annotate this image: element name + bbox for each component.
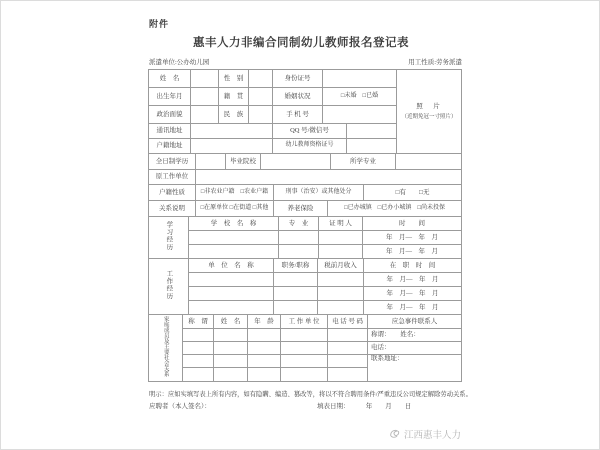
ethnic-label: 民 族	[219, 106, 249, 124]
logo-icon	[389, 428, 401, 440]
family-employer-cell	[281, 342, 328, 355]
criminal-label: 刑事（治安）或其他处分	[274, 185, 364, 201]
form-subheader	[149, 57, 462, 66]
family-phone-cell	[328, 329, 368, 342]
work-section-label-text: 工作经历	[165, 270, 173, 301]
family-employer-cell	[281, 355, 328, 368]
work-income-cell	[318, 287, 364, 301]
family-phone-header: 电 话 号 码	[328, 315, 368, 329]
study-time-cell: 年 月— 年 月	[363, 245, 462, 259]
family-age-header: 年 龄	[248, 315, 281, 329]
work-company-header: 单 位 名 称	[189, 259, 274, 273]
education-label: 全日制学历	[149, 154, 196, 170]
mobile-label: 手 机 号	[273, 106, 323, 124]
family-section-label-text: 家庭成员及主要社会关系	[162, 316, 169, 377]
emergency-address-line: 联系地址：	[368, 355, 462, 382]
id-number-value-cell	[323, 70, 397, 88]
relation-note-label: 关系说明	[149, 201, 196, 217]
study-section-label-text: 学习经历	[165, 221, 173, 252]
family-name-cell	[214, 342, 248, 355]
employment-nature-label: 用工性质:劳务派遣	[408, 59, 462, 66]
criminal-options: □有 □无	[364, 185, 462, 201]
form-title: 惠丰人力非编合同制幼儿教师报名登记表	[193, 37, 409, 49]
major-value-cell	[396, 154, 462, 170]
qq-wechat-label: QQ 号/微信号	[273, 124, 347, 139]
family-name-cell	[214, 368, 248, 382]
study-school-header: 学 校 名 称	[189, 217, 279, 231]
family-table	[148, 314, 462, 382]
household-address-label: 户籍地址	[149, 139, 191, 154]
work-income-cell	[318, 273, 364, 287]
former-employer-value-cell	[196, 170, 462, 185]
family-age-cell	[248, 368, 281, 382]
ethnic-value-cell	[249, 106, 273, 124]
college-value-cell	[261, 154, 331, 170]
id-number-label: 身份证号	[273, 70, 323, 88]
gender-value-cell	[249, 70, 273, 88]
education-value-cell	[196, 154, 226, 170]
work-income-header: 税前月收入	[318, 259, 364, 273]
study-major-cell	[279, 231, 319, 245]
name-label: 姓 名	[149, 70, 191, 88]
education-table	[148, 153, 462, 185]
native-place-label: 籍 贯	[219, 88, 249, 106]
work-income-cell	[318, 301, 364, 315]
family-relation-cell	[183, 342, 214, 355]
study-time-cell: 年 月— 年 月	[363, 231, 462, 245]
family-relation-cell	[183, 329, 214, 342]
household-type-label: 户籍性质	[149, 185, 196, 201]
family-age-cell	[248, 342, 281, 355]
study-history-table	[148, 216, 462, 259]
family-employer-cell	[281, 368, 328, 382]
politics-value-cell	[191, 106, 219, 124]
name-value-cell	[191, 70, 219, 88]
teacher-cert-label: 幼儿教师资格证号	[273, 139, 347, 154]
work-company-cell	[189, 301, 274, 315]
dispatch-unit-label: 派遣单位:公办幼儿园	[149, 59, 210, 66]
emergency-contact-header: 应急事件联系人	[368, 315, 462, 329]
emergency-relation-name-line: 称谓： 姓名：	[368, 329, 462, 342]
household-type-options: □非农业户籍 □农业户籍	[196, 185, 274, 201]
study-school-cell	[189, 245, 279, 259]
family-section-label	[149, 315, 183, 382]
work-company-cell	[189, 273, 274, 287]
work-position-header: 职务/职称	[274, 259, 318, 273]
gender-label: 性 别	[219, 70, 249, 88]
politics-label: 政治面貌	[149, 106, 191, 124]
pension-label: 养老保险	[274, 201, 328, 217]
work-position-cell	[274, 287, 318, 301]
family-name-cell	[214, 355, 248, 368]
study-major-header: 专 业	[279, 217, 319, 231]
work-company-cell	[189, 287, 274, 301]
mobile-value-cell	[323, 106, 397, 124]
native-place-value-cell	[249, 88, 273, 106]
study-witness-header: 证 明 人	[319, 217, 363, 231]
study-time-header: 时 间	[363, 217, 462, 231]
birth-value-cell	[191, 88, 219, 106]
study-section-label	[149, 217, 189, 259]
relation-options: □在原单位 □在街道 □其他	[196, 201, 274, 217]
qq-wechat-value-cell	[347, 124, 397, 139]
family-relation-cell	[183, 368, 214, 382]
work-tenure-header: 在 职 时 间	[364, 259, 462, 273]
work-history-table	[148, 258, 462, 315]
work-time-cell: 年 月— 年 月	[364, 287, 462, 301]
family-relation-header: 称 谓	[183, 315, 214, 329]
family-phone-cell	[328, 368, 368, 382]
work-section-label	[149, 259, 189, 315]
marital-options: □未婚 □已婚	[323, 88, 397, 106]
work-time-cell: 年 月— 年 月	[364, 273, 462, 287]
notice-text: 明示：应如实填写表上所有内容，如有隐瞒、编造、篡改等，将以不符合聘用条件/严重违反公司规定解除劳动关系。	[149, 391, 472, 398]
photo-hint: （近期免冠一寸照片）	[401, 113, 457, 120]
family-age-cell	[248, 329, 281, 342]
birth-label: 出生年月	[149, 88, 191, 106]
attachment-label: 附件	[149, 19, 170, 29]
basic-info-table	[148, 69, 462, 154]
family-name-cell	[214, 329, 248, 342]
college-label: 毕业院校	[226, 154, 261, 170]
photo-box	[397, 70, 462, 154]
work-time-cell: 年 月— 年 月	[364, 301, 462, 315]
family-phone-cell	[328, 355, 368, 368]
study-school-cell	[189, 231, 279, 245]
former-employer-label: 原工作单位	[149, 170, 196, 185]
signature-row	[149, 401, 462, 410]
study-witness-cell	[319, 245, 363, 259]
marital-label: 婚姻状况	[273, 88, 323, 106]
fill-date-label: 填表日期： 年 月 日	[317, 403, 412, 410]
household-table	[148, 184, 462, 217]
family-age-cell	[248, 355, 281, 368]
study-major-cell	[279, 245, 319, 259]
registration-table	[148, 69, 464, 382]
household-address-value-cell	[191, 139, 273, 154]
family-phone-cell	[328, 342, 368, 355]
family-name-header: 姓 名	[214, 315, 248, 329]
emergency-phone-line: 电话：	[368, 342, 462, 355]
applicant-signature-label: 应聘者（本人签名）：	[149, 403, 211, 410]
logo-text: 江西惠丰人力	[403, 430, 461, 441]
teacher-cert-value-cell	[347, 139, 397, 154]
family-employer-cell	[281, 329, 328, 342]
family-relation-cell	[183, 355, 214, 368]
work-position-cell	[274, 301, 318, 315]
study-witness-cell	[319, 231, 363, 245]
mail-address-value-cell	[191, 124, 273, 139]
company-watermark	[361, 427, 461, 441]
major-label: 所学专业	[331, 154, 396, 170]
pension-options: □已办城镇 □已办小城镇 □尚未投保	[328, 201, 462, 217]
family-employer-header: 工 作 单 位	[281, 315, 328, 329]
photo-label: 照 片	[416, 102, 442, 110]
work-position-cell	[274, 273, 318, 287]
mail-address-label: 通讯地址	[149, 124, 191, 139]
